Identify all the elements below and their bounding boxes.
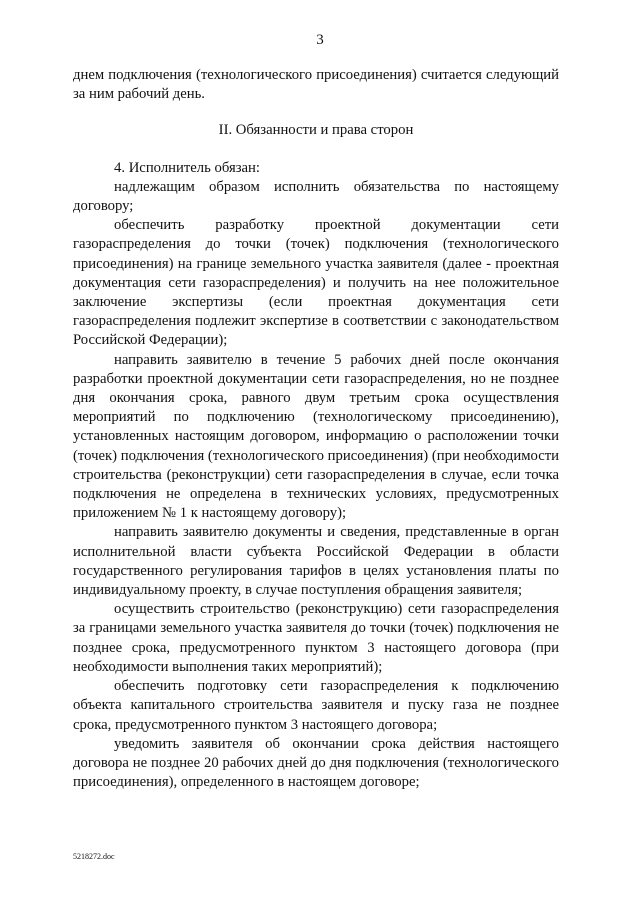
obligation-item-1: надлежащим образом исполнить обязательства по настоящему договору; <box>73 178 559 215</box>
obligation-item-5: осуществить строительство (реконструкцию) сети газораспределения за границами земельного участка заявителя до точки (точек) подключения не позднее срока, предусмотренного пунктом 3 настоящего договора (при необходимости выполнения таких мероприятий); <box>73 601 559 675</box>
obligation-item-4: направить заявителю документы и сведения, представленные в орган исполнительной власти субъекта Российской Федерации в области государственного регулирования тарифов в целях установления платы по индивидуальному проекту, в случае поступления обращения заявителя; <box>73 524 559 599</box>
document-body <box>73 66 559 792</box>
obligation-item-7: уведомить заявителя об окончании срока действия настоящего договора не позднее 20 рабочих дней до дня подключения (технологического присоединения), определенного в настоящем договоре; <box>73 735 559 791</box>
obligation-item-2: обеспечить разработку проектной документации сети газораспределения до точки (точек) подключения (технологического присоединения) на границе земельного участка заявителя (далее - проектная документация сети газораспределения) и получить на нее положительное заключение экспертизы (если проектная документация сети газораспределения подлежит экспертизе в соответствии с законодательством Российской Федерации); <box>73 217 559 349</box>
page-number: 3 <box>316 32 324 48</box>
file-code: 5218272.doc <box>73 852 115 861</box>
section-heading: II. Обязанности и права сторон <box>218 122 414 139</box>
obligation-item-6: обеспечить подготовку сети газораспределения к подключению объекта капитального строительства заявителя и пуску газа не позднее срока, предусмотренного пунктом 3 настоящего договора; <box>73 678 559 733</box>
continuation-paragraph: днем подключения (технологического присоединения) считается следующий за ним рабочий день. <box>73 67 559 103</box>
obligation-item-3: направить заявителю в течение 5 рабочих дней после окончания разработки проектной документации сети газораспределения, но не позднее дня окончания срока, равного двум третьим срока осуществления мероприятий по подключению (технологическому присоединению), установленных настоящим договором, информацию о расположении точки (точек) подключения (технологического присоединения) (при необходимости строительства (реконструкции) сети газораспределения в случае, если точка подключения не определена в технических условиях, предусмотренных приложением № 1 к настоящему договору); <box>73 351 559 522</box>
clause-4-heading: 4. Исполнитель обязан: <box>114 159 260 176</box>
